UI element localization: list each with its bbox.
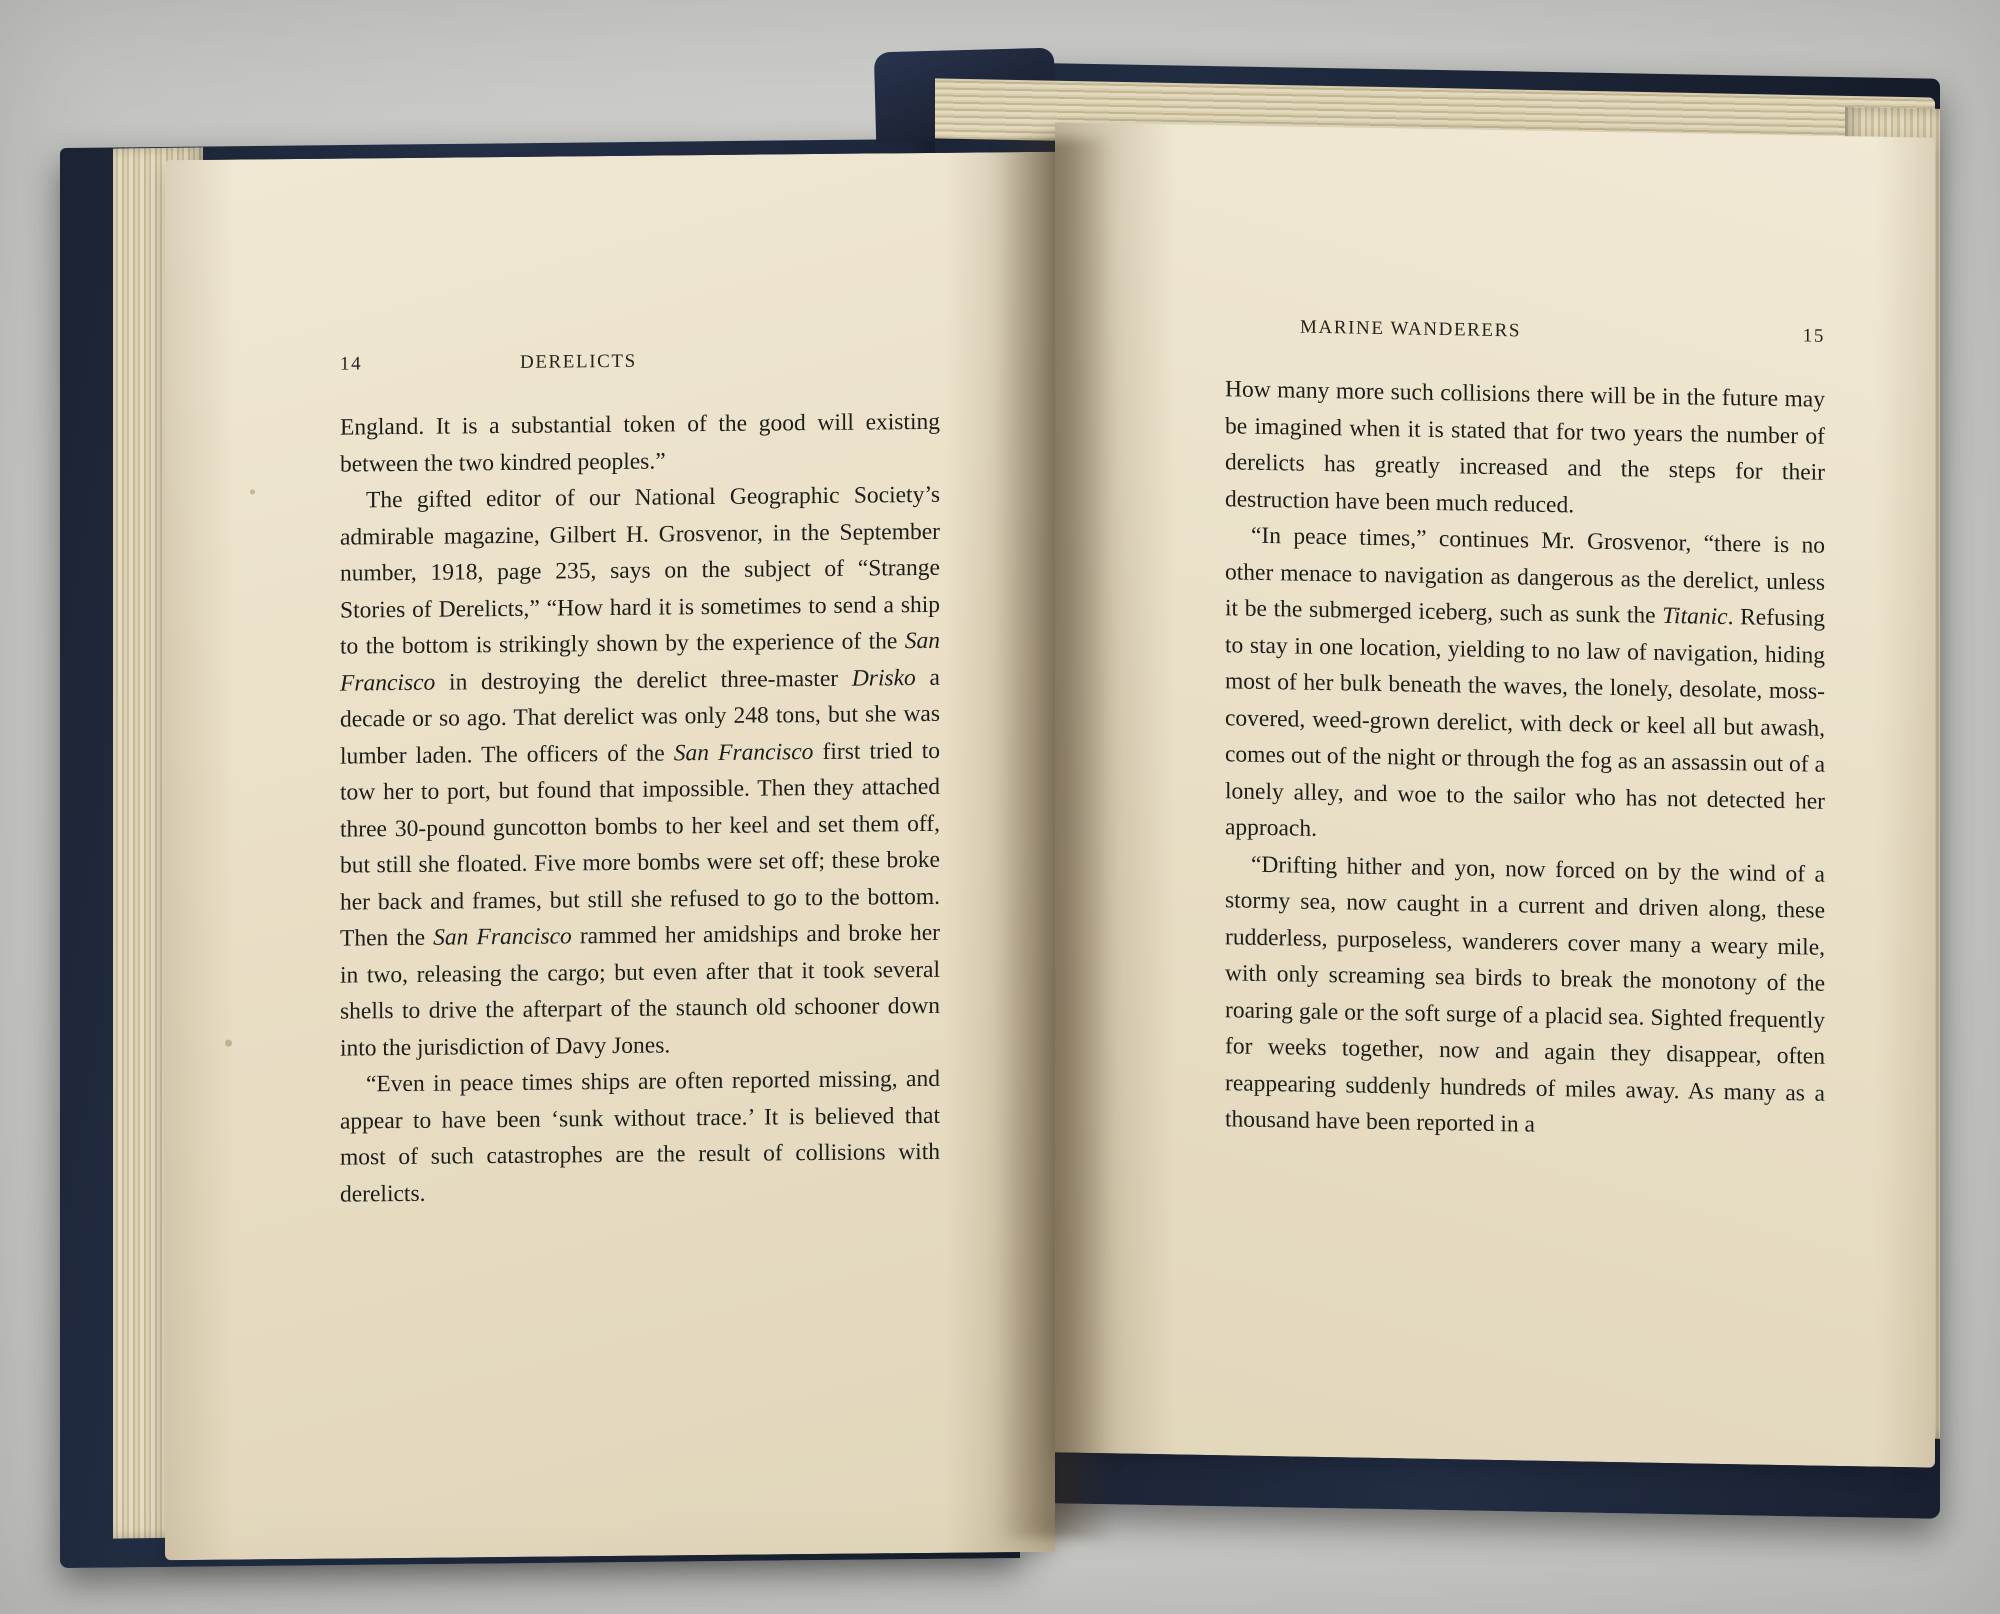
left-p2-part-c: a decade or so ago. That derelict was only 248 tons, but she was lumber laden. The officers of the: [340, 664, 940, 770]
open-book: [55, 48, 1950, 1573]
left-p2-part-e: rammed her amidships and broke her in two, releasing the cargo; but even after that it took several shells to drive the afterpart of the staunch old schooner down into the jurisdiction of Davy Jones.: [340, 919, 940, 1062]
left-p2-italic-1: San Francisco: [340, 627, 940, 697]
left-paragraph-1: England. It is a substantial token of the good will existing between the two kindred peoples.”: [340, 408, 940, 478]
left-p2-italic-2: Drisko: [851, 664, 916, 692]
right-paragraph-1: How many more such collisions there will be in the future may be imagined when it is stated that for two years the number of derelicts has greatly increased and the steps for their destruction have been much reduced.: [1225, 376, 1825, 518]
left-paragraph-2: [340, 477, 940, 1067]
left-page: [165, 152, 1055, 1561]
left-page-textblock: [340, 348, 940, 1213]
left-running-head: [340, 348, 940, 376]
right-p2-part-b: . Refusing to stay in one location, yielding to no law of navigation, hiding most of her bulk beneath the waves, the lonely, desolate, moss-covered, weed-grown derelict, with deck or keel all but awash, comes out of the night or through the fog as an assassin out of a lonely alley, and woe to the sailor who has not detected her approach.: [1225, 604, 1825, 842]
paper-speck: [250, 489, 255, 494]
paper-speck: [225, 1040, 232, 1047]
right-running-head: [1225, 315, 1825, 347]
left-p2-part-a: The gifted editor of our National Geographic Society’s admirable magazine, Gilbert H. Grosvenor, in the September number, 1918, page 235, says on the subject of “Strange Stories of Derelicts,” “How hard it is sometimes to send a ship to the bottom is strikingly shown by the experience of the: [340, 481, 940, 660]
left-paragraph-3: “Even in peace times ships are often reported missing, and appear to have been ‘sunk without trace.’ It is believed that most of such catastrophes are the result of collisions with derelicts.: [340, 1065, 940, 1208]
left-p2-italic-3: San Francisco: [673, 738, 814, 766]
left-p2-part-b: in destroying the derelict three-master: [435, 665, 852, 696]
right-p2-part-a: “In peace times,” continues Mr. Grosvenor, “there is no other menace to navigation as dangerous as the derelict, unless it be the submerged iceberg, such as sunk the: [1225, 522, 1825, 629]
right-p2-italic-1: Titanic: [1662, 602, 1728, 631]
left-p2-part-d: first tried to tow her to port, but found that impossible. Then they attached three 30-pound guncotton bombs to her keel and set them off, but still she floated. Five more bombs were set off; these broke her back and frames, but still she refused to go to the bottom. Then the: [340, 737, 940, 952]
right-running-title: MARINE WANDERERS: [1300, 316, 1522, 342]
right-page: [1055, 122, 1935, 1467]
left-page-number: 14: [340, 353, 363, 375]
left-p2-italic-4: San Francisco: [433, 923, 572, 951]
left-running-title: DERELICTS: [520, 350, 637, 373]
right-page-textblock: [1225, 315, 1825, 1148]
right-page-number: 15: [1802, 325, 1825, 347]
right-paragraph-3: “Drifting hither and yon, now forced on by the wind of a stormy sea, now caught in a current and driven along, these rudderless, purposeless, wanderers cover many a weary mile, with only screaming sea birds to break the monotony of the roaring gale or the soft surge of a placid sea. Sighted frequently for weeks together, now and again they disappear, often reappearing suddenly hundreds of miles away. As many as a thousand have been reported in a: [1225, 851, 1825, 1138]
right-paragraph-2: [1225, 517, 1825, 856]
